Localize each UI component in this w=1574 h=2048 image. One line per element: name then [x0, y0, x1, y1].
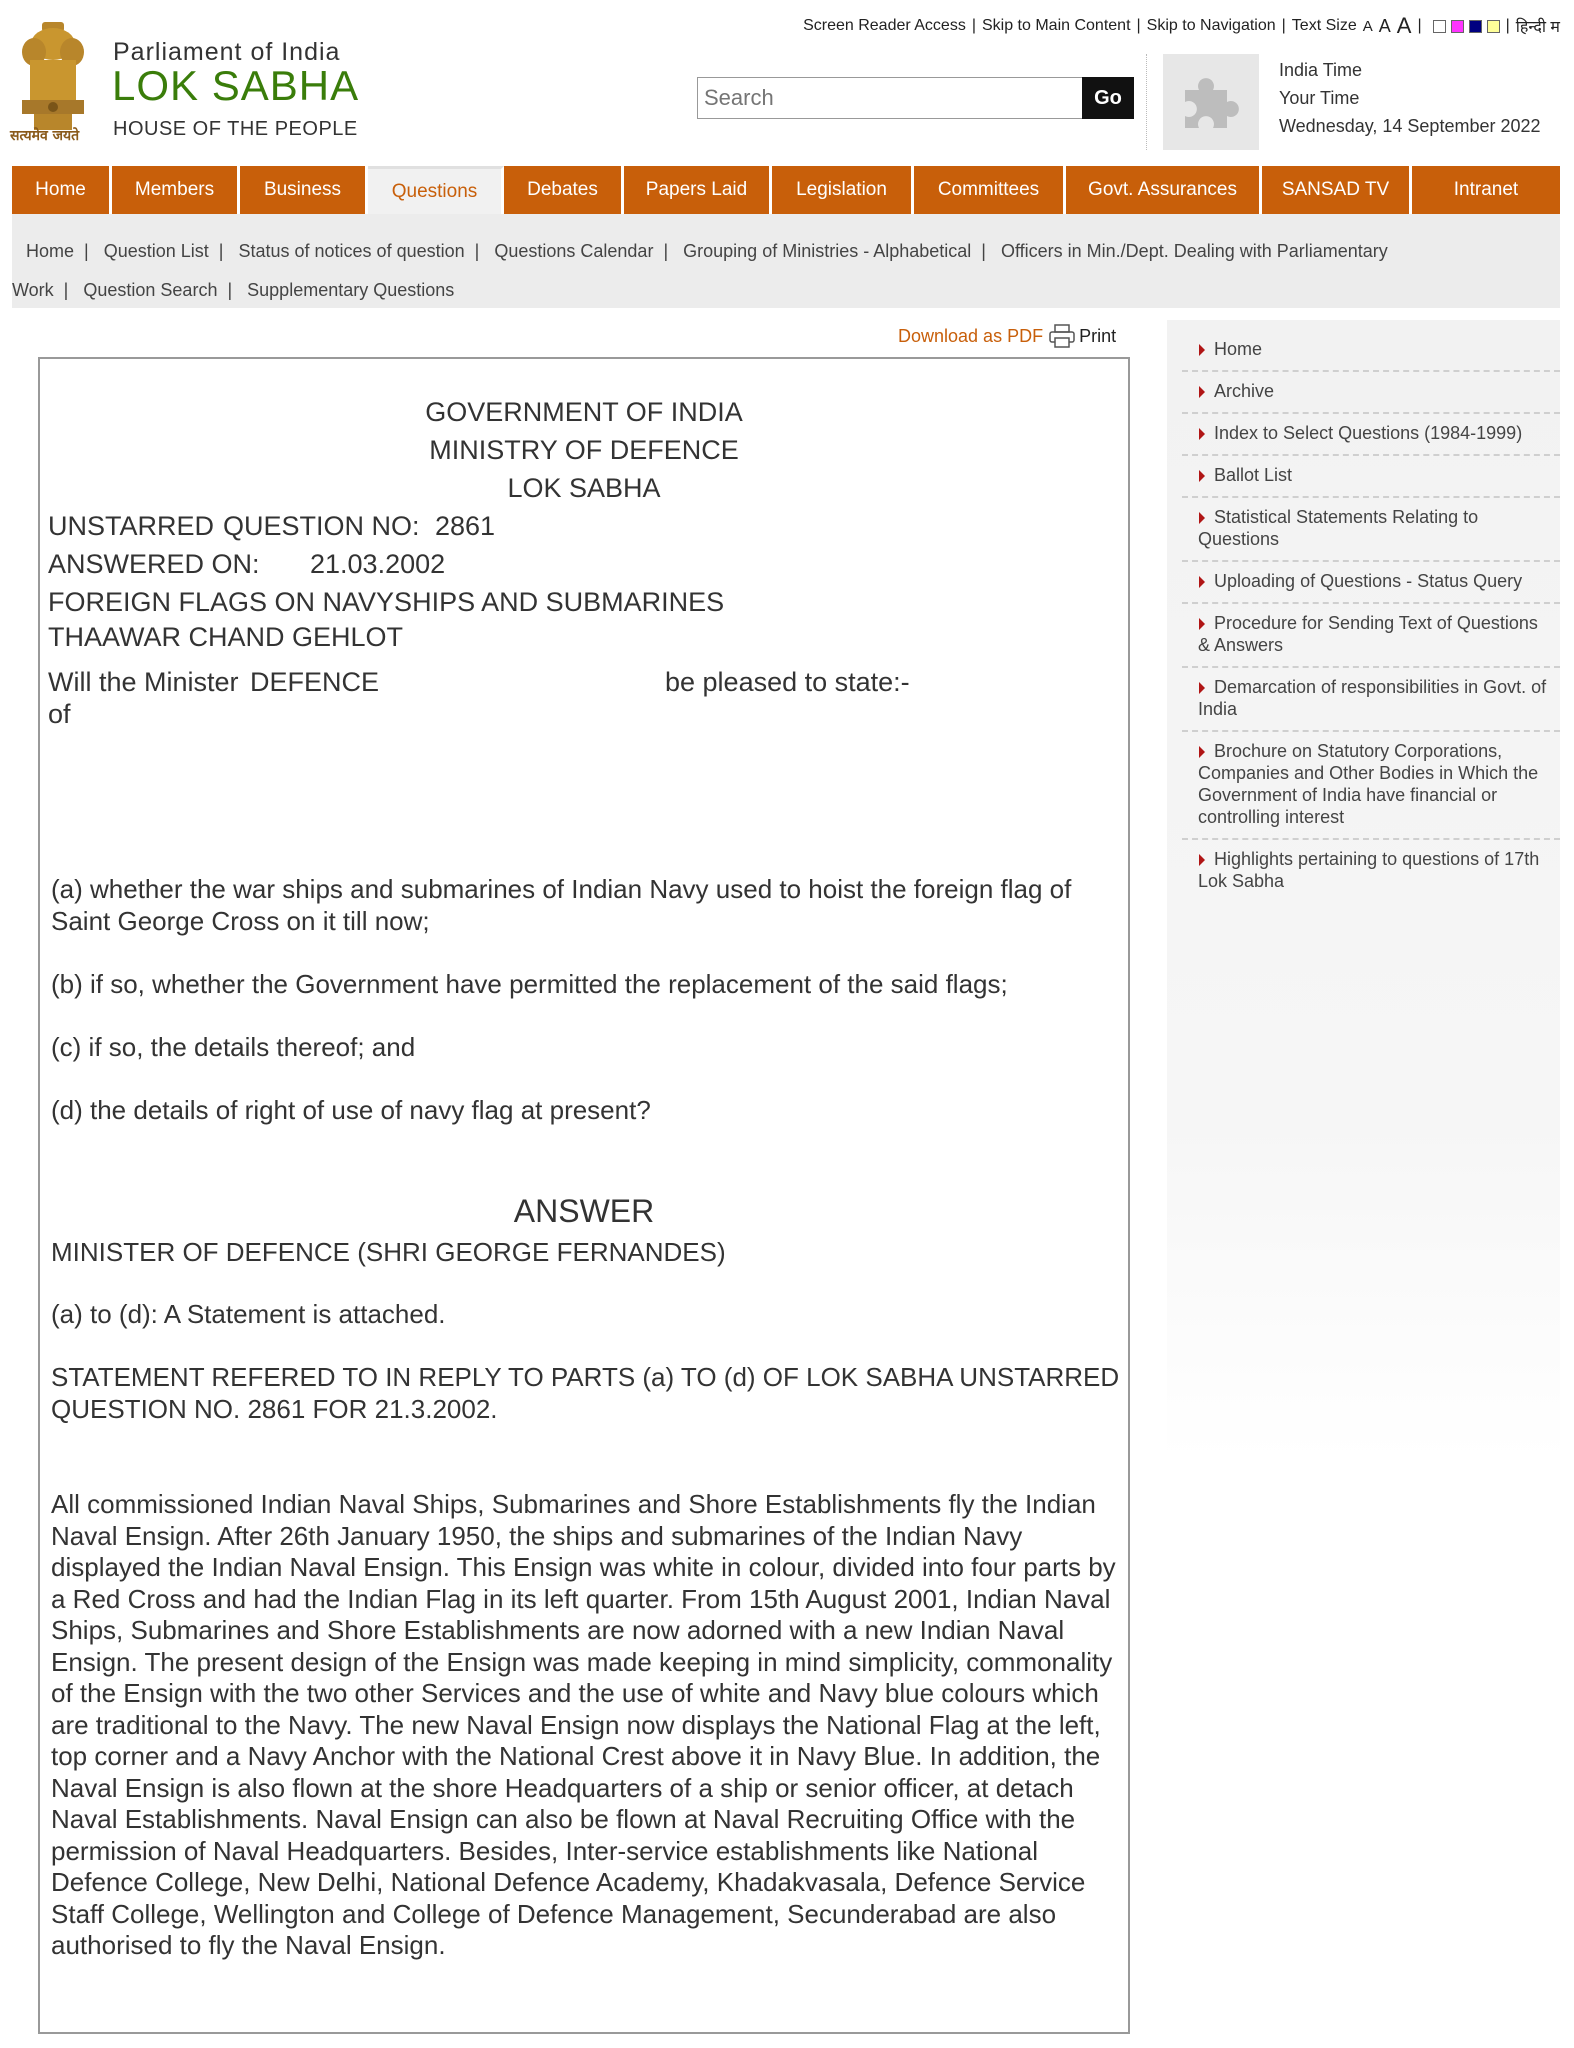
- puzzle-piece-icon: [1177, 68, 1245, 136]
- nav-papers-laid[interactable]: Papers Laid: [624, 166, 772, 214]
- subnav-questions-calendar[interactable]: Questions Calendar: [494, 241, 654, 261]
- sidebar-item-highlights[interactable]: [1182, 840, 1560, 902]
- sidebar-item-statistical-statements[interactable]: [1182, 498, 1560, 562]
- theme-swatch-navy[interactable]: [1469, 20, 1482, 33]
- text-size-small-button[interactable]: A: [1362, 17, 1373, 35]
- doc-member: THAAWAR CHAND GEHLOT: [48, 622, 404, 652]
- sidebar-item-archive[interactable]: [1182, 372, 1560, 414]
- search-input[interactable]: [697, 77, 1083, 119]
- sidebar-item-brochure[interactable]: [1182, 732, 1560, 840]
- plugin-placeholder: [1163, 54, 1259, 150]
- caret-right-icon: [1199, 746, 1205, 758]
- text-size-medium-button[interactable]: A: [1378, 15, 1391, 36]
- nav-questions[interactable]: Questions: [368, 166, 504, 214]
- brand-title[interactable]: LOK SABHA: [112, 62, 360, 109]
- caret-right-icon: [1199, 682, 1205, 694]
- theme-swatch-white[interactable]: [1433, 20, 1446, 33]
- national-emblem-icon[interactable]: [12, 22, 94, 142]
- doc-statement-body: All commissioned Indian Naval Ships, Submarines and Shore Establishments fly the Indian Naval Ensign. After 26th January 1950, the ships and submarines of the Indian Navy displayed the Indian Naval Ensign. This Ensign was white in colour, divided into four parts by a Red Cross and had the Indian Flag in its left quarter. From 15th August 2001, Indian Naval Ships, Submarines and Shore Establishments are now adorned with a new Indian Naval Ensign. The present design of the Ensign was made keeping in mind simplicity, commonality of the Ensign with the two other Services and the use of white and Navy blue colours which are traditional to the Navy. The new Naval Ensign now displays the National Flag at the left, top corner and a Navy Anchor with the National Crest above it in Navy Blue. In addition, the Naval Ensign is also flown at the shore Headquarters of a ship or senior officer, at detach Naval Establishments. Naval Ensign can also be flown at Naval Recruiting Office with the permission of Naval Headquarters. Besides, Inter-service establishments like National Defence College, New Delhi, National Defence Academy, Khadakvasala, Defence Service Staff College, Wellington and College of Defence Management, Secunderabad are also authorised to fly the Naval Ensign.: [51, 1489, 1116, 1960]
- nav-legislation[interactable]: Legislation: [772, 166, 914, 214]
- sub-nav: Home | Question List | Status of notices of question | Questions Calendar | Grouping of Ministries - Alphabetical | Officers in Min./Dept. Dealing with Parliamentary Work | Question Search | Supplementary Questions: [12, 214, 1560, 308]
- subnav-officers-dealing-cont[interactable]: Work: [12, 280, 54, 300]
- brand-top: Parliament of India: [113, 38, 341, 66]
- doc-minister: MINISTER OF DEFENCE (SHRI GEORGE FERNANDES): [51, 1237, 726, 1267]
- theme-swatch-yellow[interactable]: [1487, 20, 1500, 33]
- nav-intranet[interactable]: Intranet: [1412, 166, 1560, 214]
- download-pdf-link[interactable]: Download as PDF: [898, 325, 1044, 346]
- sidebar-item-index-select-questions[interactable]: [1182, 414, 1560, 456]
- doc-question-a: (a) whether the war ships and submarines of Indian Navy used to hoist the foreign flag of Saint George Cross on it till now;: [51, 874, 1072, 936]
- sidebar-item-label: Statistical Statements Relating to Questions: [1198, 507, 1479, 549]
- caret-right-icon: [1199, 428, 1205, 440]
- brand-subtitle: HOUSE OF THE PEOPLE: [113, 118, 358, 140]
- sidebar-item-ballot-list[interactable]: [1182, 456, 1560, 498]
- doc-ministry-name: DEFENCE: [250, 667, 380, 697]
- emblem-motto: सत्यमेव जयते: [10, 128, 80, 144]
- caret-right-icon: [1199, 512, 1205, 524]
- print-link[interactable]: Print: [1079, 325, 1117, 346]
- doc-of: of: [48, 699, 71, 729]
- separator: |: [971, 17, 976, 34]
- nav-govt-assurances[interactable]: Govt. Assurances: [1066, 166, 1262, 214]
- sidebar-item-procedure-sending[interactable]: [1182, 604, 1560, 668]
- header-divider: [1146, 54, 1147, 150]
- skip-main-link[interactable]: Skip to Main Content: [981, 17, 1131, 34]
- document-toolbar: [898, 324, 1116, 348]
- sidebar-item-label: Archive: [1214, 381, 1275, 401]
- doc-question-b: (b) if so, whether the Government have permitted the replacement of the said flags;: [51, 969, 1008, 999]
- text-size-label: Text Size: [1291, 17, 1357, 34]
- doc-ministry: MINISTRY OF DEFENCE: [429, 435, 739, 465]
- doc-will-minister: Will the Minister: [48, 667, 239, 697]
- skip-nav-link[interactable]: Skip to Navigation: [1146, 17, 1276, 34]
- sidebar-item-label: Ballot List: [1214, 465, 1293, 485]
- doc-statement-heading: STATEMENT REFERED TO IN REPLY TO PARTS (a) TO (d) OF LOK SABHA UNSTARRED QUESTION NO. 2861 FOR 21.3.2002.: [51, 1362, 1120, 1424]
- caret-right-icon: [1199, 470, 1205, 482]
- question-document: [38, 357, 1130, 2034]
- screen-reader-link[interactable]: Screen Reader Access: [803, 17, 966, 34]
- separator: |: [1281, 17, 1286, 34]
- separator: |: [1136, 17, 1141, 34]
- sidebar-item-label: Index to Select Questions (1984-1999): [1214, 423, 1523, 443]
- caret-right-icon: [1199, 576, 1205, 588]
- subnav-supplementary-questions[interactable]: Supplementary Questions: [247, 280, 455, 300]
- utility-bar: [803, 14, 1560, 38]
- text-size-large-button[interactable]: A: [1396, 13, 1412, 38]
- caret-right-icon: [1199, 618, 1205, 630]
- doc-question-type: UNSTARRED: [48, 511, 215, 541]
- nav-business[interactable]: Business: [240, 166, 368, 214]
- india-time-label: India Time: [1279, 60, 1363, 80]
- subnav-officers-dealing[interactable]: Officers in Min./Dept. Dealing with Parliamentary: [1000, 241, 1388, 261]
- theme-swatch-pink[interactable]: [1451, 20, 1464, 33]
- sidebar-item-label: Brochure on Statutory Corporations, Companies and Other Bodies in Which the Government of India have financial or controlling interest: [1198, 741, 1539, 827]
- subnav-status-notices[interactable]: Status of notices of question: [238, 241, 465, 261]
- doc-government: GOVERNMENT OF INDIA: [425, 397, 743, 427]
- doc-question-c: (c) if so, the details thereof; and: [51, 1032, 416, 1062]
- doc-be-pleased: be pleased to state:-: [665, 667, 910, 697]
- sidebar-item-home[interactable]: [1182, 330, 1560, 372]
- sidebar-menu: [1182, 330, 1560, 902]
- subnav-question-list[interactable]: Question List: [103, 241, 209, 261]
- current-date: Wednesday, 14 September 2022: [1279, 116, 1541, 136]
- nav-sansad-tv[interactable]: SANSAD TV: [1262, 166, 1412, 214]
- separator: |: [1505, 17, 1510, 34]
- doc-answer-heading: ANSWER: [513, 1193, 655, 1229]
- sidebar-item-label: Home: [1214, 339, 1263, 359]
- sidebar-item-demarcation[interactable]: [1182, 668, 1560, 732]
- sidebar-item-label: Uploading of Questions - Status Query: [1214, 571, 1523, 591]
- printer-icon[interactable]: [1049, 324, 1075, 348]
- doc-answered-label: ANSWERED ON:: [48, 549, 260, 579]
- your-time-label: Your Time: [1279, 88, 1360, 108]
- separator: |: [1417, 17, 1422, 34]
- sidebar-item-uploading-status[interactable]: [1182, 562, 1560, 604]
- doc-answer-short: (a) to (d): A Statement is attached.: [51, 1299, 446, 1329]
- subnav-question-search[interactable]: Question Search: [83, 280, 218, 300]
- sidebar-item-label: Highlights pertaining to questions of 17th Lok Sabha: [1198, 849, 1540, 891]
- doc-question-no-label: QUESTION NO:: [223, 511, 420, 541]
- subnav-home[interactable]: Home: [26, 241, 75, 261]
- sidebar-item-label: Demarcation of responsibilities in Govt. of India: [1198, 677, 1547, 719]
- nav-committees[interactable]: Committees: [914, 166, 1066, 214]
- doc-question-d: (d) the details of right of use of navy flag at present?: [51, 1095, 651, 1125]
- nav-home[interactable]: Home: [12, 166, 112, 214]
- doc-answered-date: 21.03.2002: [310, 549, 446, 579]
- time-panel: [1279, 56, 1541, 140]
- nav-members[interactable]: Members: [112, 166, 240, 214]
- nav-debates[interactable]: Debates: [504, 166, 624, 214]
- doc-subject: FOREIGN FLAGS ON NAVYSHIPS AND SUBMARINES: [48, 587, 725, 617]
- subnav-grouping-ministries[interactable]: Grouping of Ministries - Alphabetical: [683, 241, 972, 261]
- doc-question-no: 2861: [435, 511, 496, 541]
- caret-right-icon: [1199, 344, 1205, 356]
- caret-right-icon: [1199, 854, 1205, 866]
- caret-right-icon: [1199, 386, 1205, 398]
- sidebar-item-label: Procedure for Sending Text of Questions & Answers: [1198, 613, 1538, 655]
- hindi-link[interactable]: हिन्दी म: [1515, 19, 1560, 36]
- doc-house: LOK SABHA: [507, 473, 661, 503]
- main-nav: [12, 166, 1560, 214]
- search-go-button[interactable]: Go: [1082, 77, 1134, 119]
